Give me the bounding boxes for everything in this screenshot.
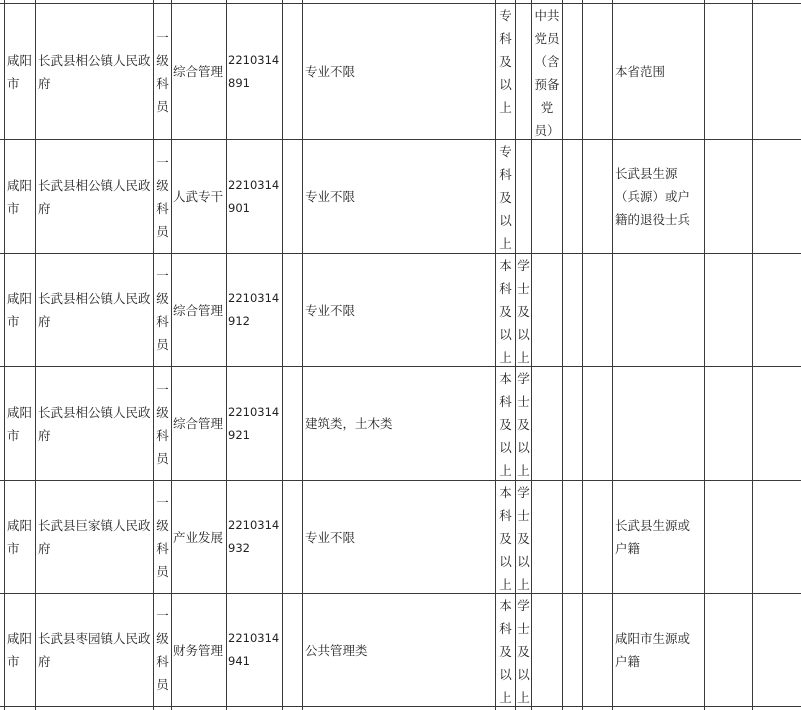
cell-position [172,254,226,366]
cell-degree [516,481,531,593]
residence-text: 长武县生源（兵源）或户籍的退役士兵 [615,166,691,227]
cell-education [496,4,515,139]
code-text: 2210314932 [228,518,280,555]
major-text: 建筑类，土木类 [305,416,393,431]
cell-degree [516,367,531,480]
cell-education [496,367,515,480]
cell-position [172,481,226,593]
unit-text: 长武县相公镇人民政府 [38,177,151,216]
unit-text: 长武县相公镇人民政府 [38,404,151,443]
cell-political [532,594,562,706]
cell-major [303,481,495,593]
level-text: 一级科员 [156,608,169,692]
position-text: 产业发展 [173,529,224,545]
education-text: 本科及以上 [499,485,512,592]
cell-unit [36,367,153,480]
cell-political [532,481,562,593]
unit-text: 长武县相公镇人民政府 [38,52,151,91]
major-text: 专业不限 [305,302,356,318]
cell-position [172,594,226,706]
cell-unit [36,594,153,706]
cell-unit [36,254,153,366]
cell-city [5,594,35,706]
cell-residence [613,367,704,480]
cell-education [496,254,515,366]
cell-level [154,140,171,253]
cell-degree [516,140,531,253]
cell-political [532,254,562,366]
education-text: 本科及以上 [499,598,512,705]
position-text: 综合管理 [173,416,224,431]
residence-text: 长武县生源或户籍 [615,518,691,556]
level-text: 一级科员 [156,268,169,352]
code-text: 2210314891 [228,52,280,90]
cell-degree [516,254,531,366]
cell-political [532,140,562,253]
code-text: 2210314901 [228,177,280,215]
cell-unit [36,481,153,593]
cell-degree [516,594,531,706]
degree-text: 学士及以上 [517,598,530,705]
residence-text: 咸阳市生源或户籍 [615,631,691,669]
cell-position [172,140,226,253]
education-text: 本科及以上 [499,371,512,478]
cell-major [303,140,495,253]
cell-code [227,4,282,139]
cell-city [5,140,35,253]
cell-position [172,367,226,480]
cell-level [154,594,171,706]
cell-position [172,4,226,139]
level-text: 一级科员 [156,154,169,239]
cell-level [154,481,171,593]
cell-unit [36,140,153,253]
cell-unit [36,4,153,139]
cell-major [303,4,495,139]
cell-code [227,367,282,480]
cell-residence [613,254,704,366]
cell-code [227,481,282,593]
cell-code [227,254,282,366]
code-text: 2210314921 [228,404,280,442]
major-text: 公共管理类 [305,642,368,658]
city-text: 咸阳市 [7,291,33,329]
cell-degree [516,4,531,139]
cell-residence [613,140,704,253]
cell-residence [613,594,704,706]
degree-text: 学士及以上 [517,485,530,592]
position-text: 综合管理 [173,302,224,318]
cell-level [154,367,171,480]
city-text: 咸阳市 [7,518,33,556]
position-text: 综合管理 [173,64,224,79]
cell-residence [613,481,704,593]
cell-level [154,254,171,366]
city-text: 咸阳市 [7,404,33,443]
cell-political [532,367,562,480]
education-text: 专科及以上 [499,8,512,115]
cell-residence [613,4,704,139]
cell-education [496,594,515,706]
education-text: 本科及以上 [499,258,512,365]
city-text: 咸阳市 [7,177,33,216]
city-text: 咸阳市 [7,631,33,669]
position-text: 人武专干 [173,189,224,204]
cell-political [532,4,562,139]
degree-text: 学士及以上 [517,371,530,478]
major-text: 专业不限 [305,64,356,79]
degree-text: 学士及以上 [517,258,530,365]
major-text: 专业不限 [305,189,356,204]
position-text: 财务管理 [173,642,224,658]
city-text: 咸阳市 [7,52,33,91]
unit-text: 长武县相公镇人民政府 [38,291,151,329]
cell-city [5,367,35,480]
level-text: 一级科员 [156,495,169,579]
cell-city [5,254,35,366]
unit-text: 长武县巨家镇人民政府 [38,518,151,556]
residence-text: 本省范围 [615,64,666,79]
cell-major [303,594,495,706]
level-text: 一级科员 [156,29,169,114]
political-text: 中共党员（含预备党员） [534,8,560,138]
cell-code [227,594,282,706]
cell-level [154,4,171,139]
level-text: 一级科员 [156,381,169,466]
cell-city [5,481,35,593]
cell-city [5,4,35,139]
cell-major [303,367,495,480]
code-text: 2210314912 [228,291,280,328]
major-text: 专业不限 [305,529,356,545]
cell-education [496,140,515,253]
cell-code [227,140,282,253]
code-text: 2210314941 [228,631,280,668]
cell-education [496,481,515,593]
unit-text: 长武县枣园镇人民政府 [38,631,151,669]
education-text: 专科及以上 [499,144,512,251]
cell-major [303,254,495,366]
